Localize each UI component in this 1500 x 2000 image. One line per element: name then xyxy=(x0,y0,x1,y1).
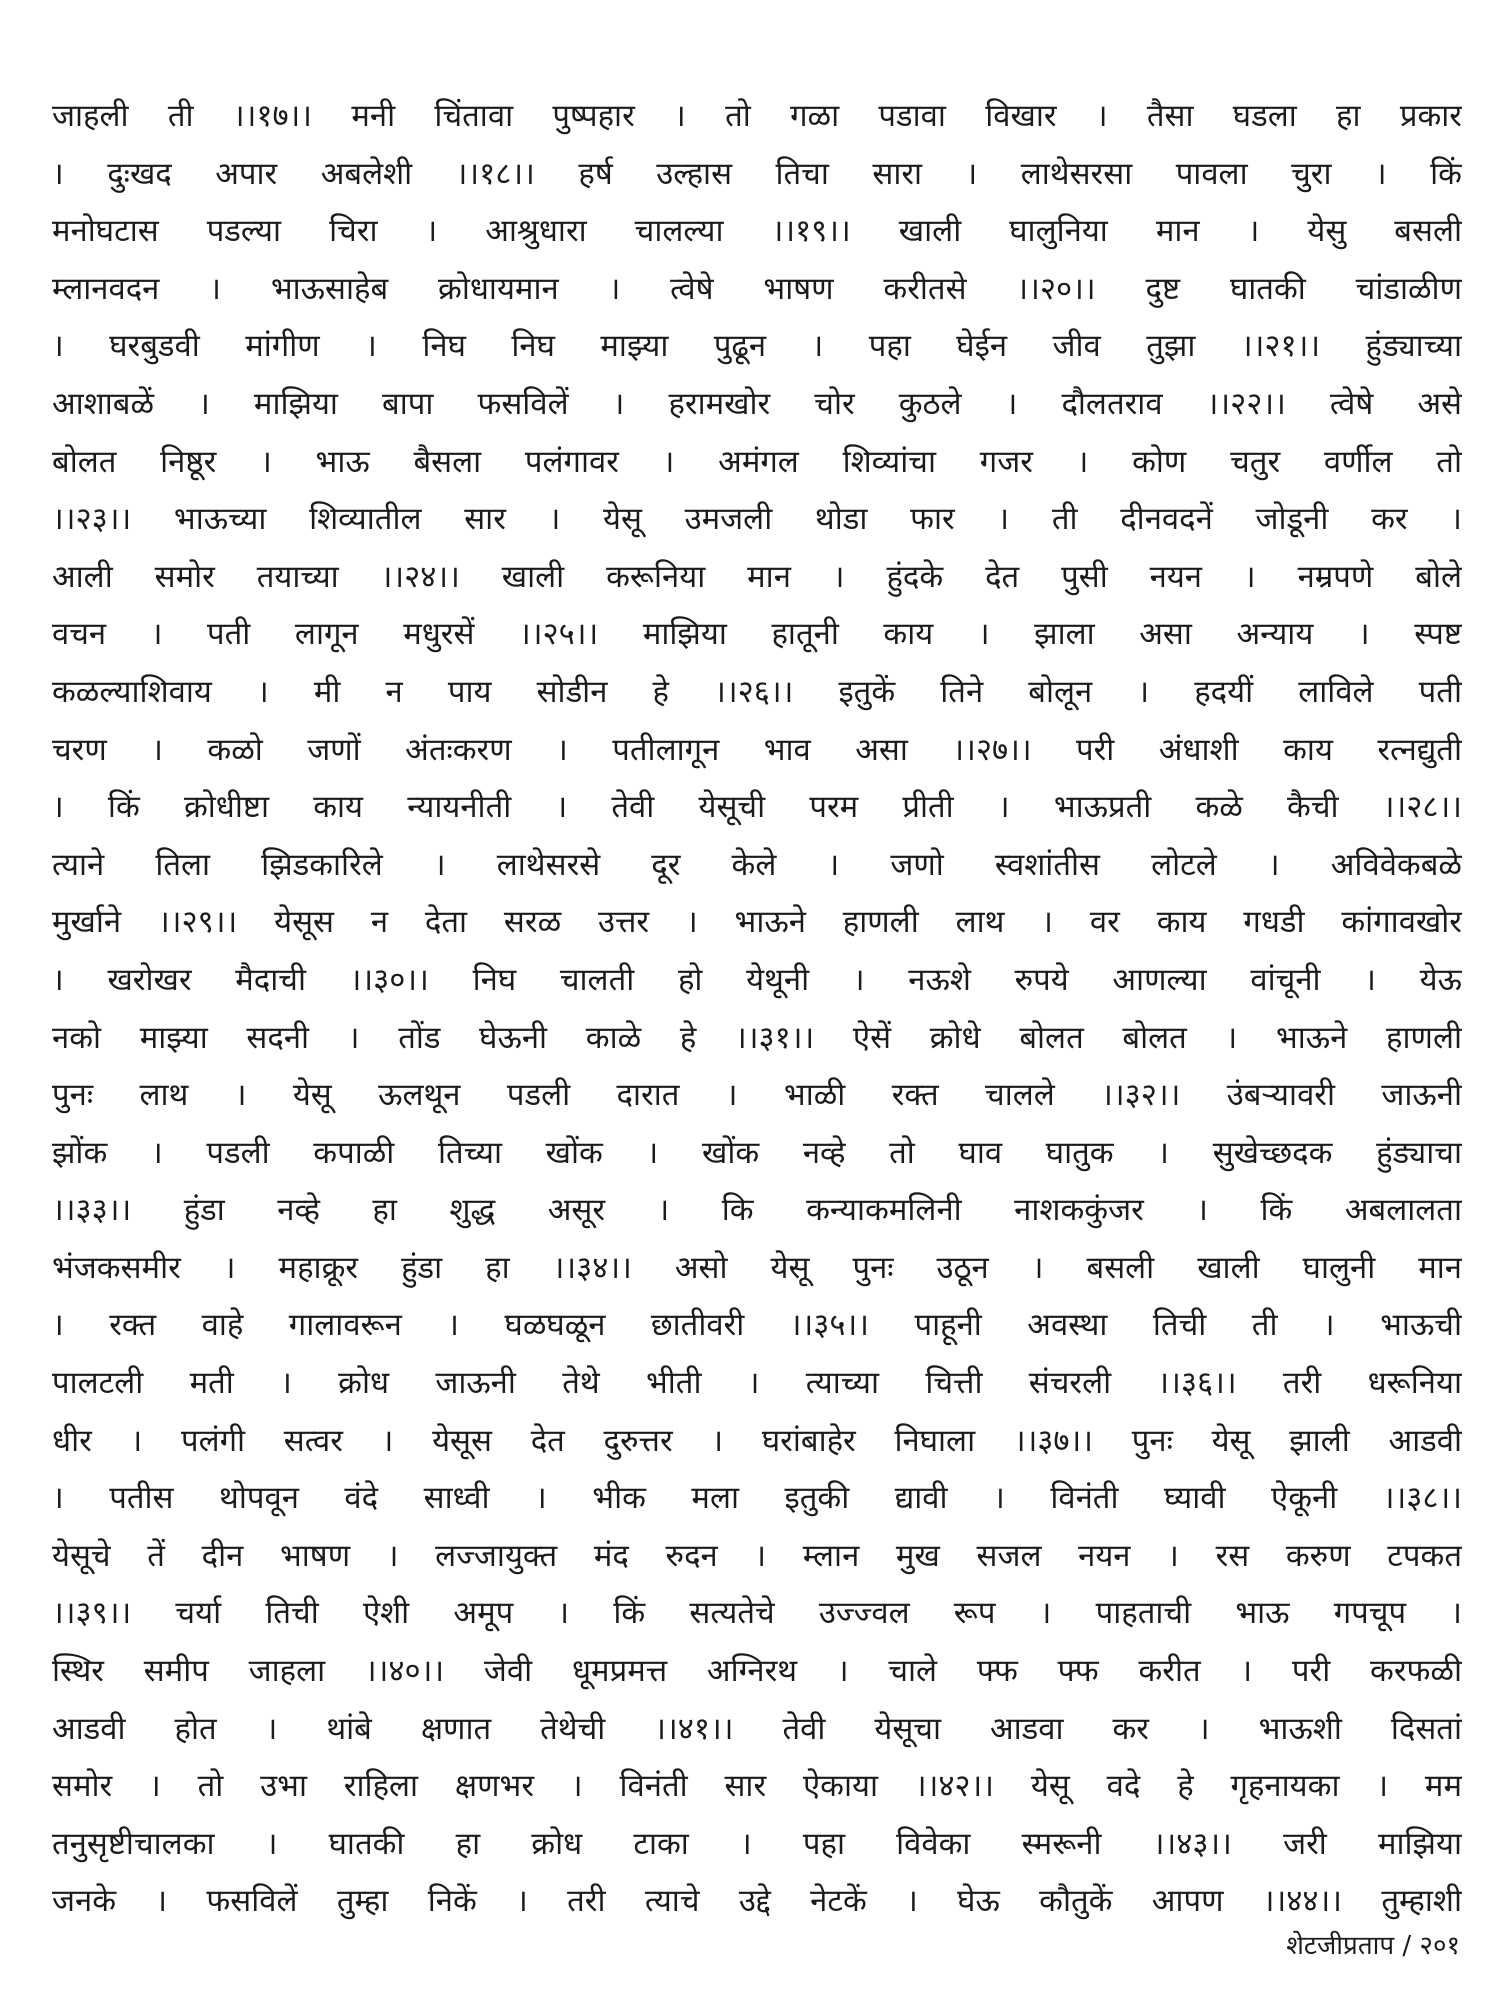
text-line: नको माझ्या सदनी । तोंड घेऊनी काळे हे ।।३१।। ऐसें क्रोधे बोलत बोलत । भाऊने हाणली xyxy=(52,1019,1462,1056)
page-footer: शेटजीप्रताप / २०१ xyxy=(1286,1931,1460,1961)
text-line: । रक्त वाहे गालावरून । घळघळून छातीवरी ।।३५।। पाहूनी अवस्था तिची ती । भाऊची xyxy=(52,1307,1462,1344)
text-line: मनोघटास पडल्या चिरा । आश्रुधारा चालल्या ।।१९।। खाली घालुनिया मान । येसु बसली xyxy=(52,213,1462,250)
text-line: जनके । फसविलें तुम्हा निकें । तरी त्याचे उद्दे नेटकें । घेऊ कौतुकें आपण ।।४४।। तुम्हाशी xyxy=(52,1883,1462,1920)
text-line: तनुसृष्टीचालका । घातकी हा क्रोध टाका । पहा विवेका स्मरूनी ।।४३।। जरी माझिया xyxy=(52,1825,1462,1862)
text-line: जाहली ती ।।१७।। मनी चिंतावा पुष्पहार । तो गळा पडावा विखार । तैसा घडला हा प्रकार xyxy=(52,98,1462,134)
text-line: ।।३३।। हुंडा नव्हे हा शुद्ध असूर । कि कन्याकमलिनी नाशककुंजर । किं अबलालता xyxy=(52,1192,1462,1229)
text-line: बोलत निष्ठूर । भाऊ बैसला पलंगावर । अमंगल शिव्यांचा गजर । कोण चतुर वर्णील तो xyxy=(52,443,1462,480)
body-text xyxy=(52,88,1462,1931)
text-line: भंजकसमीर । महाक्रूर हुंडा हा ।।३४।। असो येसू पुनः उठून । बसली खाली घालुनी मान xyxy=(52,1249,1462,1286)
text-line: । खरोखर मैदाची ।।३०।। निघ चालती हो येथूनी । नऊशे रुपये आणल्या वांचूनी । येऊ xyxy=(52,961,1462,998)
text-line: स्थिर समीप जाहला ।।४०।। जेवी धूमप्रमत्त अग्निरथ । चाले फ्फ फ्फ करीत । परी करफळी xyxy=(52,1653,1462,1690)
text-line: पालटली मती । क्रोध जाऊनी तेथे भीती । त्याच्या चित्ती संचरली ।।३६।। तरी धरूनिया xyxy=(52,1365,1462,1402)
text-line: । दुःखद अपार अबलेशी ।।१८।। हर्ष उल्हास तिचा सारा । लाथेसरसा पावला चुरा । किं xyxy=(52,155,1462,192)
text-line: येसूचे तें दीन भाषण । लज्जायुक्त मंद रुदन । म्लान मुख सजल नयन । रस करुण टपकत xyxy=(52,1537,1462,1574)
text-line: समोर । तो उभा राहिला क्षणभर । विनंती सार ऐकाया ।।४२।। येसू वदे हे गृहनायका । मम xyxy=(52,1768,1462,1805)
text-line: कळल्याशिवाय । मी न पाय सोडीन हे ।।२६।। इतुकें तिने बोलून । हदयीं लाविले पती xyxy=(52,673,1462,710)
text-line: म्लानवदन । भाऊसाहेब क्रोधायमान । त्वेषे भाषण करीतसे ।।२०।। दुष्ट घातकी चांडाळीण xyxy=(52,270,1462,307)
text-line: त्याने तिला झिडकारिले । लाथेसरसे दूर केले । जणो स्वशांतीस लोटले । अविवेकबळे xyxy=(52,846,1462,883)
text-line: धीर । पलंगी सत्वर । येसूस देत दुरुत्तर । घरांबाहेर निघाला ।।३७।। पुनः येसू झाली आडवी xyxy=(52,1422,1462,1459)
text-line: आली समोर तयाच्या ।।२४।। खाली करूनिया मान । हुंदके देत पुसी नयन । नम्रपणे बोले xyxy=(52,558,1462,595)
text-line: वचन । पती लागून मधुरसें ।।२५।। माझिया हातूनी काय । झाला असा अन्याय । स्पष्ट xyxy=(52,616,1462,653)
text-line: चरण । कळो जणों अंतःकरण । पतीलागून भाव असा ।।२७।। परी अंधाशी काय रत्नद्युती xyxy=(52,731,1462,768)
text-line: आडवी होत । थांबे क्षणात तेथेची ।।४१।। तेवी येसूचा आडवा कर । भाऊशी दिसतां xyxy=(52,1710,1462,1747)
text-line: । किं क्रोधीष्टा काय न्यायनीती । तेवी येसूची परम प्रीती । भाऊप्रती कळे कैची ।।२८।। xyxy=(52,789,1462,826)
text-line: ।।३९।। चर्या तिची ऐशी अमूप । किं सत्यतेचे उज्ज्वल रूप । पाहताची भाऊ गपचूप । xyxy=(52,1595,1462,1632)
text-line: पुनः लाथ । येसू ऊलथून पडली दारात । भाळी रक्त चालले ।।३२।। उंबऱ्यावरी जाऊनी xyxy=(52,1077,1462,1114)
text-line: मुर्खाने ।।२९।। येसूस न देता सरळ उत्तर । भाऊने हाणली लाथ । वर काय गधडी कांगावखोर xyxy=(52,904,1462,941)
text-line: ।।२३।। भाऊच्या शिव्यातील सार । येसू उमजली थोडा फार । ती दीनवदनें जोडूनी कर । xyxy=(52,501,1462,538)
text-line: आशाबळें । माझिया बापा फसविलें । हरामखोर चोर कुठले । दौलतराव ।।२२।। त्वेषे असे xyxy=(52,385,1462,422)
text-line: । घरबुडवी मांगीण । निघ निघ माझ्या पुढून । पहा घेईन जीव तुझा ।।२१।। हुंड्याच्या xyxy=(52,328,1462,365)
text-line: झोंक । पडली कपाळी तिच्या खोंक । खोंक नव्हे तो घाव घातुक । सुखेच्छदक हुंड्याचा xyxy=(52,1134,1462,1171)
text-line: । पतीस थोपवून वंदे साध्वी । भीक मला इतुकी द्यावी । विनंती घ्यावी ऐकूनी ।।३८।। xyxy=(52,1480,1462,1517)
